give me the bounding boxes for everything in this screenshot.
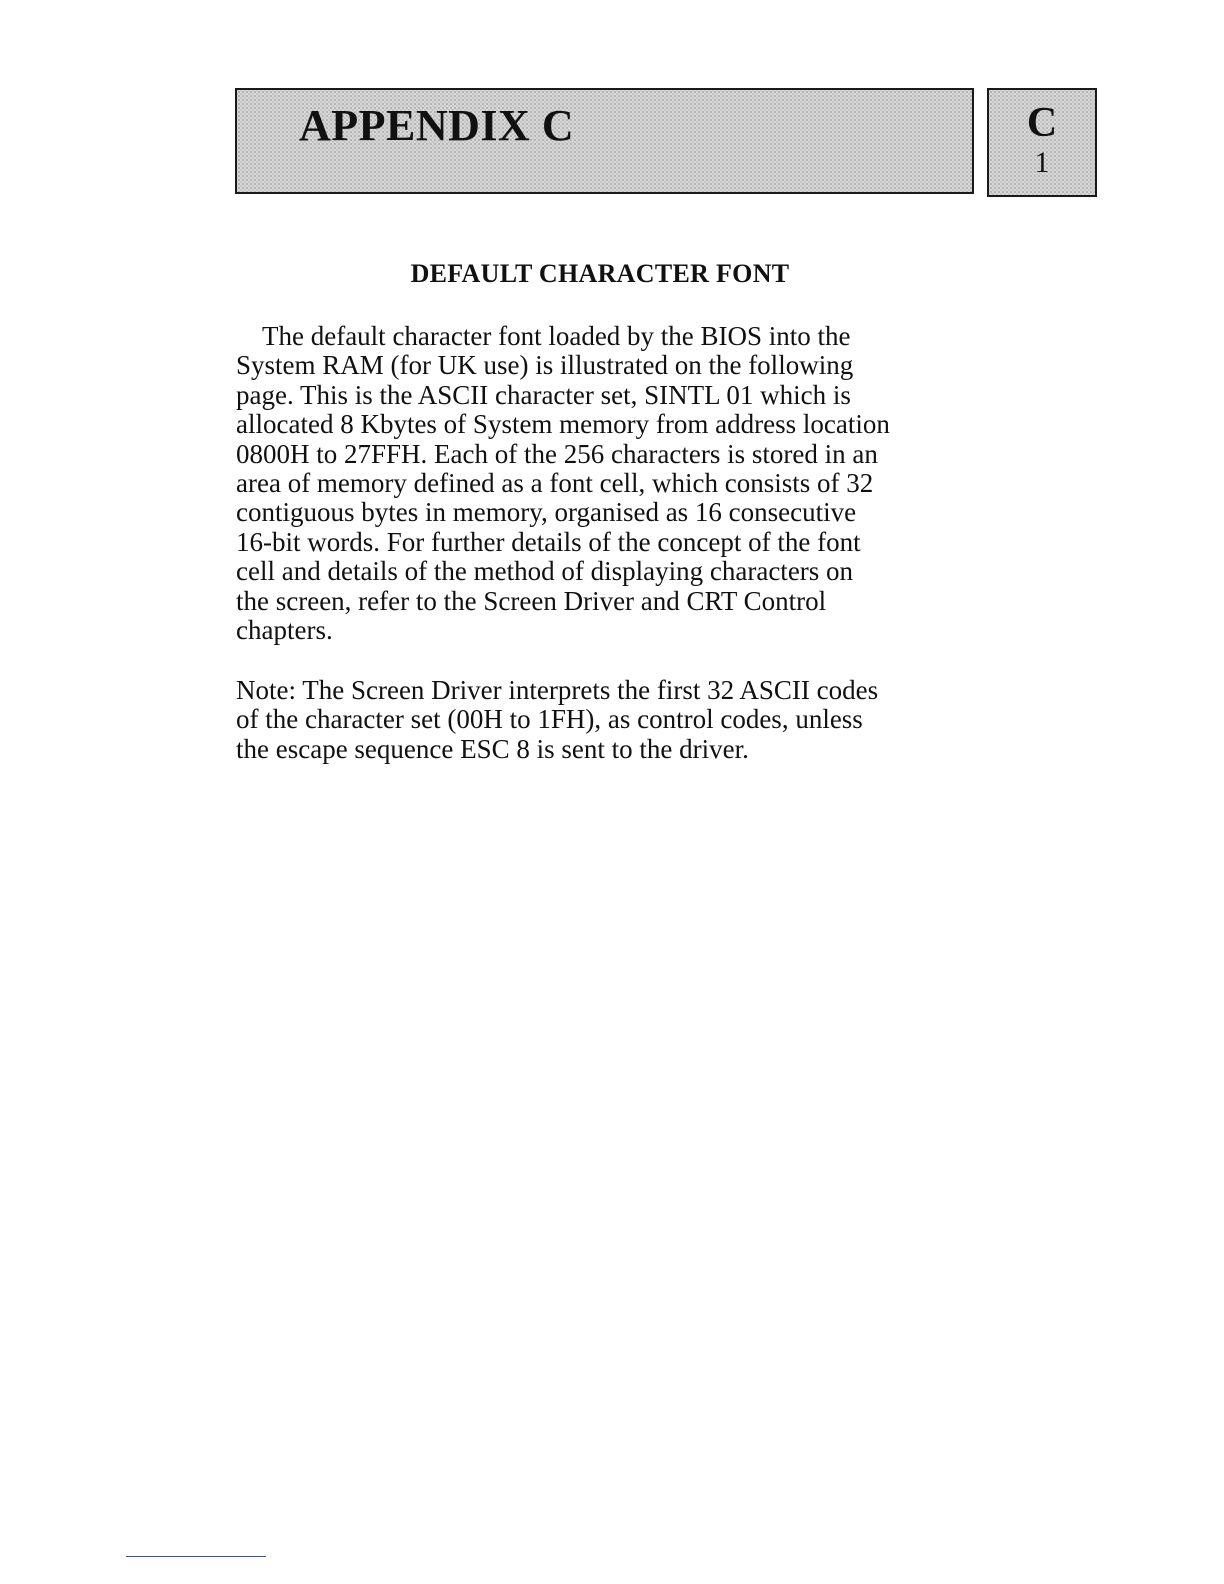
text-line: System RAM (for UK use) is illustrated on the following [236, 350, 854, 381]
section-heading: DEFAULT CHARACTER FONT [410, 259, 790, 288]
text-line: page. This is the ASCII character set, SINTL 01 which is [236, 379, 851, 410]
text-line: contiguous bytes in memory, organised as 16 consecutive [236, 497, 857, 528]
page-number: 1 [1034, 146, 1050, 179]
text-line: 16-bit words. For further details of the concept of the font [236, 526, 861, 557]
paragraph-note [236, 676, 976, 764]
text-line: Note: The Screen Driver interprets the first 32 ASCII codes [236, 675, 879, 705]
text-line: chapters. [236, 615, 333, 646]
text-line: cell and details of the method of displaying characters on [236, 556, 854, 587]
text-line: the screen, refer to the Screen Driver and CRT Control [236, 585, 827, 616]
text-line: the escape sequence ESC 8 is sent to the driver. [236, 733, 749, 764]
appendix-header-band [235, 88, 974, 194]
appendix-title: APPENDIX C [299, 101, 575, 150]
text-line: area of memory defined as a font cell, which consists of 32 [236, 468, 874, 499]
paragraph-intro [236, 322, 976, 645]
text-line: 0800H to 27FFH. Each of the 256 characters is stored in an [236, 438, 878, 469]
text-line: of the character set (00H to 1FH), as control codes, unless [236, 704, 863, 735]
section-tab-letter: C [1026, 100, 1058, 146]
footer-rule [126, 1556, 266, 1557]
text-line: allocated 8 Kbytes of System memory from address location [236, 409, 890, 440]
section-tab [987, 88, 1097, 197]
text-line: The default character font loaded by the BIOS into the [262, 321, 851, 351]
